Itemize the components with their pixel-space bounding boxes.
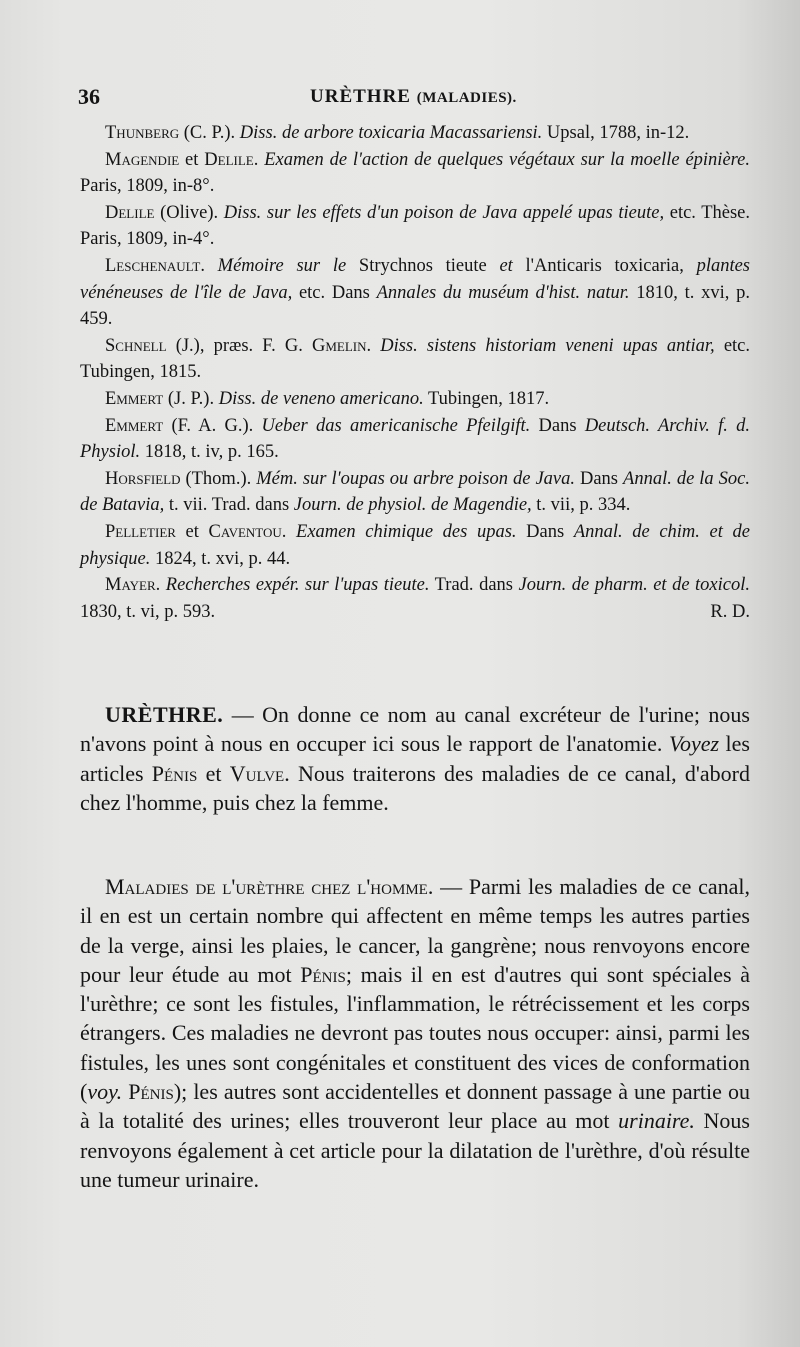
bib-entry-schnell xyxy=(80,333,750,386)
bib-text: etc. Dans xyxy=(292,282,377,303)
bib-text: Dans xyxy=(530,415,585,436)
bib-title: et xyxy=(499,255,513,276)
bib-text: Tubingen, 1817. xyxy=(423,388,550,409)
bib-title: Recherches expér. sur l'upas tieute. xyxy=(165,575,430,596)
bib-text: 1830, t. vi, p. 593. xyxy=(80,601,216,622)
bib-title: Mémoire sur le xyxy=(217,255,347,276)
bib-author: Delile xyxy=(204,149,254,170)
bib-text: l'Anticaris toxicaria, xyxy=(512,255,697,276)
bib-text: . xyxy=(200,255,218,276)
bib-text: et xyxy=(175,521,209,542)
bib-entry-leschenault xyxy=(80,253,750,333)
bib-entry-mayer xyxy=(80,572,750,625)
cross-ref-vulve: Vulve xyxy=(229,760,285,786)
bib-title: Ueber das americanische Pfeilgift. xyxy=(261,415,531,436)
bib-author: Pelletier xyxy=(105,521,176,542)
bib-author: Gmelin xyxy=(311,335,367,356)
bib-entry-horsfield xyxy=(80,466,750,519)
bib-title: Examen chimique des upas. xyxy=(296,521,517,542)
bib-entry-emmert-jp xyxy=(80,386,750,413)
bib-text: etc. Thèse. Paris, 1809, in-4°. xyxy=(80,202,750,250)
bib-text: t. vii. Trad. dans xyxy=(164,495,294,516)
bib-author: Delile xyxy=(105,202,155,223)
cross-ref-penis: Pénis xyxy=(151,760,198,786)
bib-text: (Olive). xyxy=(154,202,224,223)
bib-text: (Thom.). xyxy=(180,468,257,489)
bib-text: Upsal, 1788, in-12. xyxy=(542,123,690,143)
bib-title: Annales du muséum d'hist. natur. xyxy=(376,282,630,303)
paragraph-text: les articles xyxy=(80,731,750,786)
bib-author: Mayer xyxy=(105,575,156,596)
running-head xyxy=(310,86,517,108)
bib-text: 1818, t. iv, p. 165. xyxy=(140,442,279,463)
bib-entry-emmert-fag xyxy=(80,413,750,466)
bib-text: . xyxy=(253,149,265,170)
running-head-sub: (MALADIES). xyxy=(416,90,517,106)
page-number: 36 xyxy=(78,84,100,109)
bib-text: t. vii, p. 334. xyxy=(531,495,631,516)
bib-title: Journ. de pharm. et de toxicol. xyxy=(518,575,751,596)
author-signature: R. D. xyxy=(710,601,750,622)
cross-ref-voy: voy. xyxy=(87,1079,123,1105)
paragraph-text: — Parmi les maladies de ce canal, il en est un certain nombre qui affectent en même temps les autres parties de la verge, ainsi les plaies, le cancer, la gangrène; nous renvoyons encore pour leur étude au mot xyxy=(80,874,750,987)
bib-title: plantes vénéneuses de l'île de Java, xyxy=(80,255,751,303)
bib-title: Deutsch. Archiv. f. d. Physiol. xyxy=(80,415,750,463)
bib-title: Diss. de veneno americano. xyxy=(218,388,424,409)
cross-ref-penis: Pénis xyxy=(300,961,346,987)
bib-text: 1810, t. xvi, p. 459. xyxy=(80,282,750,330)
bib-author: Horsfield xyxy=(105,468,181,489)
bib-title: Mém. sur l'oupas ou arbre poison de Java. xyxy=(256,468,575,489)
bib-text: Dans xyxy=(516,521,574,542)
bib-author: Leschenault xyxy=(105,255,201,276)
paragraph-text: — On donne ce nom au canal excréteur de l'urine; nous n'avons point à nous en occuper ici sous le rapport de l'anatomie. xyxy=(80,702,750,757)
cross-ref-urinaire: urinaire. xyxy=(618,1108,695,1134)
bib-text: Strychnos tieute xyxy=(346,255,500,276)
article-headword: URÈTHRE. xyxy=(105,702,224,727)
bib-author: Emmert xyxy=(105,388,164,409)
bib-entry-pelletier xyxy=(80,519,750,572)
bib-title: Journ. de physiol. de Magendie, xyxy=(293,495,532,516)
page-header xyxy=(78,84,748,114)
bib-text: (J.), præs. F. G. xyxy=(166,335,312,356)
bib-author: Magendie xyxy=(105,149,180,170)
bib-entry-delile xyxy=(80,200,750,253)
bib-text: (F. A. G.). xyxy=(163,415,262,436)
bib-title: Diss. sistens historiam veneni upas antiar, xyxy=(380,335,715,356)
bib-entry-thunberg xyxy=(80,120,750,147)
paragraph-text: ); les autres sont accidentelles et donnent passage à une partie ou à la totalité des urines; elles trouveront leur place au mot xyxy=(80,1079,751,1134)
section-male-paragraph xyxy=(80,872,750,1194)
bib-title: Diss. de arbore toxicaria Macassariensi. xyxy=(239,123,543,143)
section-heading: Maladies de l'urèthre chez l'homme. xyxy=(105,874,434,899)
bib-text: Paris, 1809, in-8°. xyxy=(80,176,215,197)
bib-text: . xyxy=(155,575,166,596)
paragraph-text: et xyxy=(197,760,230,786)
bib-author: Schnell xyxy=(105,335,167,356)
bib-text: (J. P.). xyxy=(163,388,219,409)
paragraph-text: ; mais il en est d'autres qui sont spéciales à l'urèthre; ce sont les fistules, l'inflammation, le rétrécissement et les corps étrangers. Ces maladies ne devront pas toutes nous occuper: ainsi, parmi les fistules, les unes sont congénitales et constituent des vices de conformation ( xyxy=(80,961,750,1105)
bib-text: Dans xyxy=(575,468,624,489)
bib-title: Examen de l'action de quelques végétaux sur la moelle épinière. xyxy=(264,149,750,170)
bib-title: Annal. de la Soc. de Batavia, xyxy=(80,468,750,516)
bib-text: . xyxy=(281,521,297,542)
running-head-main: URÈTHRE xyxy=(310,86,411,107)
bib-title: Diss. sur les effets d'un poison de Java appelé upas tieute, xyxy=(223,202,665,223)
bib-entry-magendie xyxy=(80,147,750,200)
bib-author: Emmert xyxy=(105,415,164,436)
cross-ref-penis: Pénis xyxy=(128,1079,174,1105)
bibliography xyxy=(80,120,750,625)
paragraph-text: Nous renvoyons également à cet article pour la dilatation de l'urèthre, d'où résulte une tumeur urinaire. xyxy=(80,1108,750,1192)
bib-text: (C. P.). xyxy=(179,123,240,143)
bib-title: Annal. de chim. et de physique. xyxy=(80,521,750,569)
bib-text: etc. Tubingen, 1815. xyxy=(80,335,750,383)
cross-ref-voyez: Voyez xyxy=(668,731,720,757)
paragraph-text: . Nous traiterons des maladies de ce canal, d'abord chez l'homme, puis chez la femme. xyxy=(80,760,750,815)
bib-text: . xyxy=(366,335,381,356)
bib-author: Caventou xyxy=(208,521,282,542)
bib-author: Thunberg xyxy=(105,123,180,143)
bib-text: Trad. dans xyxy=(429,575,519,596)
article-intro-paragraph xyxy=(80,700,750,817)
bib-text: 1824, t. xvi, p. 44. xyxy=(150,548,291,569)
bib-text: et xyxy=(179,149,205,170)
